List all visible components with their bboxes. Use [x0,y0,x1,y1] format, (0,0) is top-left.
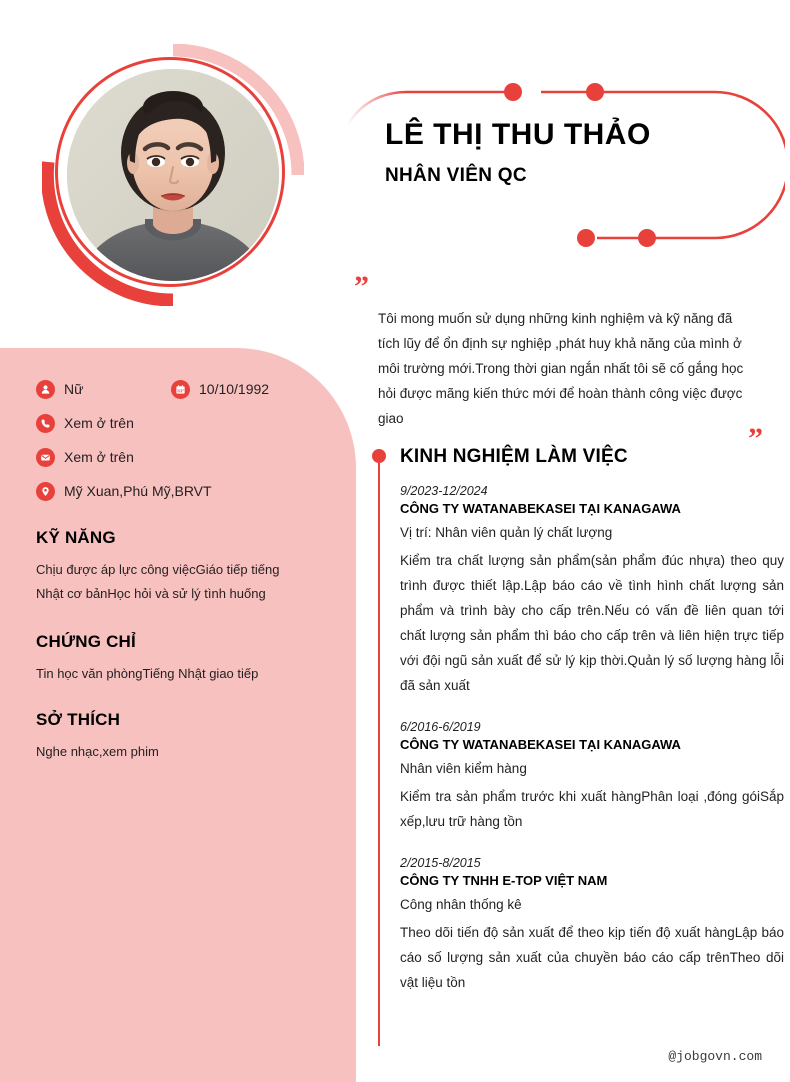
experience-description: Kiểm tra sản phẩm trước khi xuất hàngPhân loại ,đóng góiSắp xếp,lưu trữ hàng tồn [400,789,784,829]
frame-dot-bottom-right [577,229,595,247]
experience-heading: KINH NGHIỆM LÀM VIỆC [400,446,628,467]
timeline-line [378,462,380,1046]
timeline-dot-icon [372,449,386,463]
identity-block [385,118,785,187]
frame-dot-bottom-left [638,229,656,247]
sidebar-section-hobbies-body: Nghe nhạc,xem phim [36,744,159,759]
contact-item-gender [36,380,171,399]
sidebar-section-skills-body: Chịu được áp lực công việcGiáo tiếp tiếng Nhật cơ bảnHọc hỏi và sử lý tình huống [36,562,280,601]
quote-close-wrapper [748,422,763,455]
contact-dob-value: 10/10/1992 [199,381,270,397]
contact-row-gender-dob [36,378,336,400]
footer-watermark: @jobgovn.com [668,1049,762,1064]
location-pin-icon [36,482,55,501]
experience-description: Theo dõi tiến độ sản xuất để theo kịp tiến độ xuất hàngLập báo cáo số lượng sản xuất của chuyền báo cáo cấp trênTheo dõi vật liệu tồn [400,925,784,990]
experience-date: 2/2015-8/2015 [400,856,481,870]
portrait-photo [67,69,279,281]
experience-company: CÔNG TY TNHH E-TOP VIỆT NAM [400,873,608,888]
contact-item-address [36,480,336,502]
sidebar-section-hobbies [36,710,336,764]
contact-item-dob [171,380,269,399]
experience-item [400,856,784,995]
avatar [67,69,279,281]
envelope-icon [36,448,55,467]
sidebar-section-certificates-heading: CHỨNG CHỈ [36,632,136,651]
frame-dot-top-right [586,83,604,101]
contact-phone-value: Xem ở trên [64,415,134,431]
experience-date: 6/2016-6/2019 [400,720,481,734]
experience-date: 9/2023-12/2024 [400,484,488,498]
experience-item [400,484,784,698]
sidebar-section-skills-heading: KỸ NĂNG [36,528,116,547]
profile-photo-block [42,44,304,306]
contact-item-email [36,446,336,468]
experience-role: Vị trí: Nhân viên quản lý chất lượng [400,525,613,540]
sidebar-section-skills [36,528,336,606]
experience-item [400,720,784,834]
experience-role: Công nhân thống kê [400,897,522,912]
contact-address-value: Mỹ Xuan,Phú Mỹ,BRVT [64,483,212,499]
calendar-icon [171,380,190,399]
sidebar-section-certificates-body: Tin học văn phòngTiếng Nhật giao tiếp [36,666,259,681]
contact-item-phone [36,412,336,434]
experience-company: CÔNG TY WATANABEKASEI TẠI KANAGAWA [400,737,681,752]
sidebar-section-certificates [36,632,336,686]
experience-list [400,484,784,1017]
experience-role: Nhân viên kiểm hàng [400,761,527,776]
phone-icon [36,414,55,433]
person-icon [36,380,55,399]
experience-company: CÔNG TY WATANABEKASEI TẠI KANAGAWA [400,501,681,516]
summary-text: Tôi mong muốn sử dụng những kinh nghiệm và kỹ năng đã tích lũy để ổn định sự nghiệp ,phát huy khả năng của mình ở môi trường mới.Trong thời gian ngắn nhất tôi sẽ cố gắng học hỏi được mãng kiến thức mới để hoàn thành công việc được giao [378,311,744,426]
experience-description: Kiểm tra chất lượng sản phẩm(sản phẩm đúc nhựa) theo quy trình được thiết lập.Lập báo cáo về tình hình chất lượng sản phẩm và trình bày cho cấp trên.Nếu có vấn đề liên quan tới chất lượng sản phẩm thì báo cho cấp trên và liên hiện trực tiếp với đội ngũ sản xuất để sử lý kịp thời.Quản lý số lượng hàng lỗi đã sản xuất [400,553,784,693]
contact-list [36,378,336,514]
sidebar-section-hobbies-heading: SỞ THÍCH [36,710,121,729]
quote-close-icon: ” [748,422,763,455]
quote-open-icon: ” [354,270,369,303]
contact-gender-value: Nữ [64,381,84,397]
contact-email-value: Xem ở trên [64,449,134,465]
job-title: NHÂN VIÊN QC [385,165,527,186]
page-title: LÊ THỊ THU THẢO [385,118,651,151]
frame-dot-top-left [504,83,522,101]
summary-section [350,270,780,431]
